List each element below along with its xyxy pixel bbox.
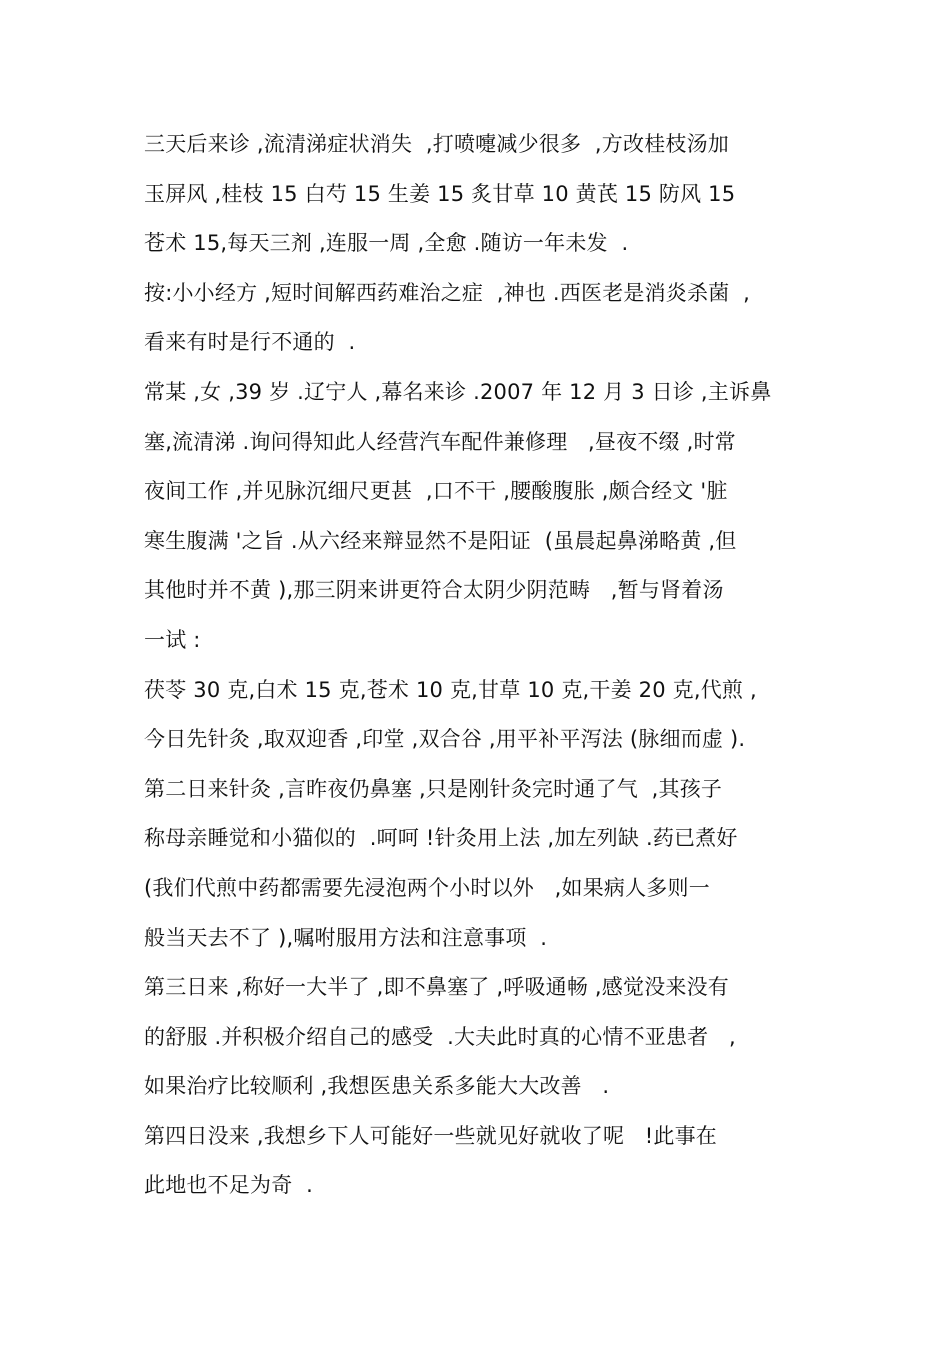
text-line: 苍术 15,每天三剂 ,连服一周 ,全愈 .随访一年未发 . [144, 231, 629, 256]
text-line: 今日先针灸 ,取双迎香 ,印堂 ,双合谷 ,用平补平泻法 (脉细而虚 ). [144, 727, 746, 752]
text-line: 第四日没来 ,我想乡下人可能好一些就见好就收了呢 !此事在 [144, 1123, 717, 1148]
text-line: 此地也不足为奇 . [144, 1173, 314, 1198]
text-line: 夜间工作 ,并见脉沉细尺更甚 ,口不干 ,腰酸腹胀 ,颇合经文 '脏 [144, 479, 728, 504]
text-line: 一试 : [144, 627, 201, 652]
text-line: 其他时并不黄 ),那三阴来讲更符合太阴少阴范畴 ,暂与肾着汤 [144, 578, 724, 603]
text-line: 三天后来诊 ,流清涕症状消失 ,打喷嚏减少很多 ,方改桂枝汤加 [144, 132, 729, 156]
text-line: 第三日来 ,称好一大半了 ,即不鼻塞了 ,呼吸通畅 ,感觉没来没有 [144, 975, 729, 1000]
text-line: 如果治疗比较顺利 ,我想医患关系多能大大改善 . [144, 1074, 610, 1099]
text-line: 常某 ,女 ,39 岁 .辽宁人 ,幕名来诊 .2007 年 12 月 3 日诊 ,主诉鼻 [144, 379, 772, 404]
text-line: 玉屏风 ,桂枝 15 白芍 15 生姜 15 炙甘草 10 黄芪 15 防风 15 [144, 181, 736, 206]
text-line: 茯苓 30 克,白术 15 克,苍术 10 克,甘草 10 克,干姜 20 克,代煎 , [144, 677, 757, 702]
text-line: (我们代煎中药都需要先浸泡两个小时以外 ,如果病人多则一 [144, 875, 710, 900]
text-line: 称母亲睡觉和小猫似的 .呵呵 !针灸用上法 ,加左列缺 .药已煮好 [144, 826, 738, 851]
body-text [144, 124, 844, 1215]
text-line: 看来有时是行不通的 . [144, 330, 356, 355]
text-line: 按:小小经方 ,短时间解西药难治之症 ,神也 .西医老是消炎杀菌 , [144, 280, 751, 305]
text-line: 般当天去不了 ),嘱咐服用方法和注意事项 . [144, 925, 548, 950]
text-line: 塞,流清涕 .询问得知此人经营汽车配件兼修理 ,昼夜不缀 ,时常 [144, 429, 736, 454]
text-line: 寒生腹满 '之旨 .从六经来辩显然不是阳证 (虽晨起鼻涕略黄 ,但 [144, 528, 737, 553]
text-line: 的舒服 .并积极介绍自己的感受 .大夫此时真的心情不亚患者 , [144, 1024, 736, 1049]
text-line: 第二日来针灸 ,言昨夜仍鼻塞 ,只是刚针灸完时通了气 ,其孩子 [144, 776, 723, 801]
